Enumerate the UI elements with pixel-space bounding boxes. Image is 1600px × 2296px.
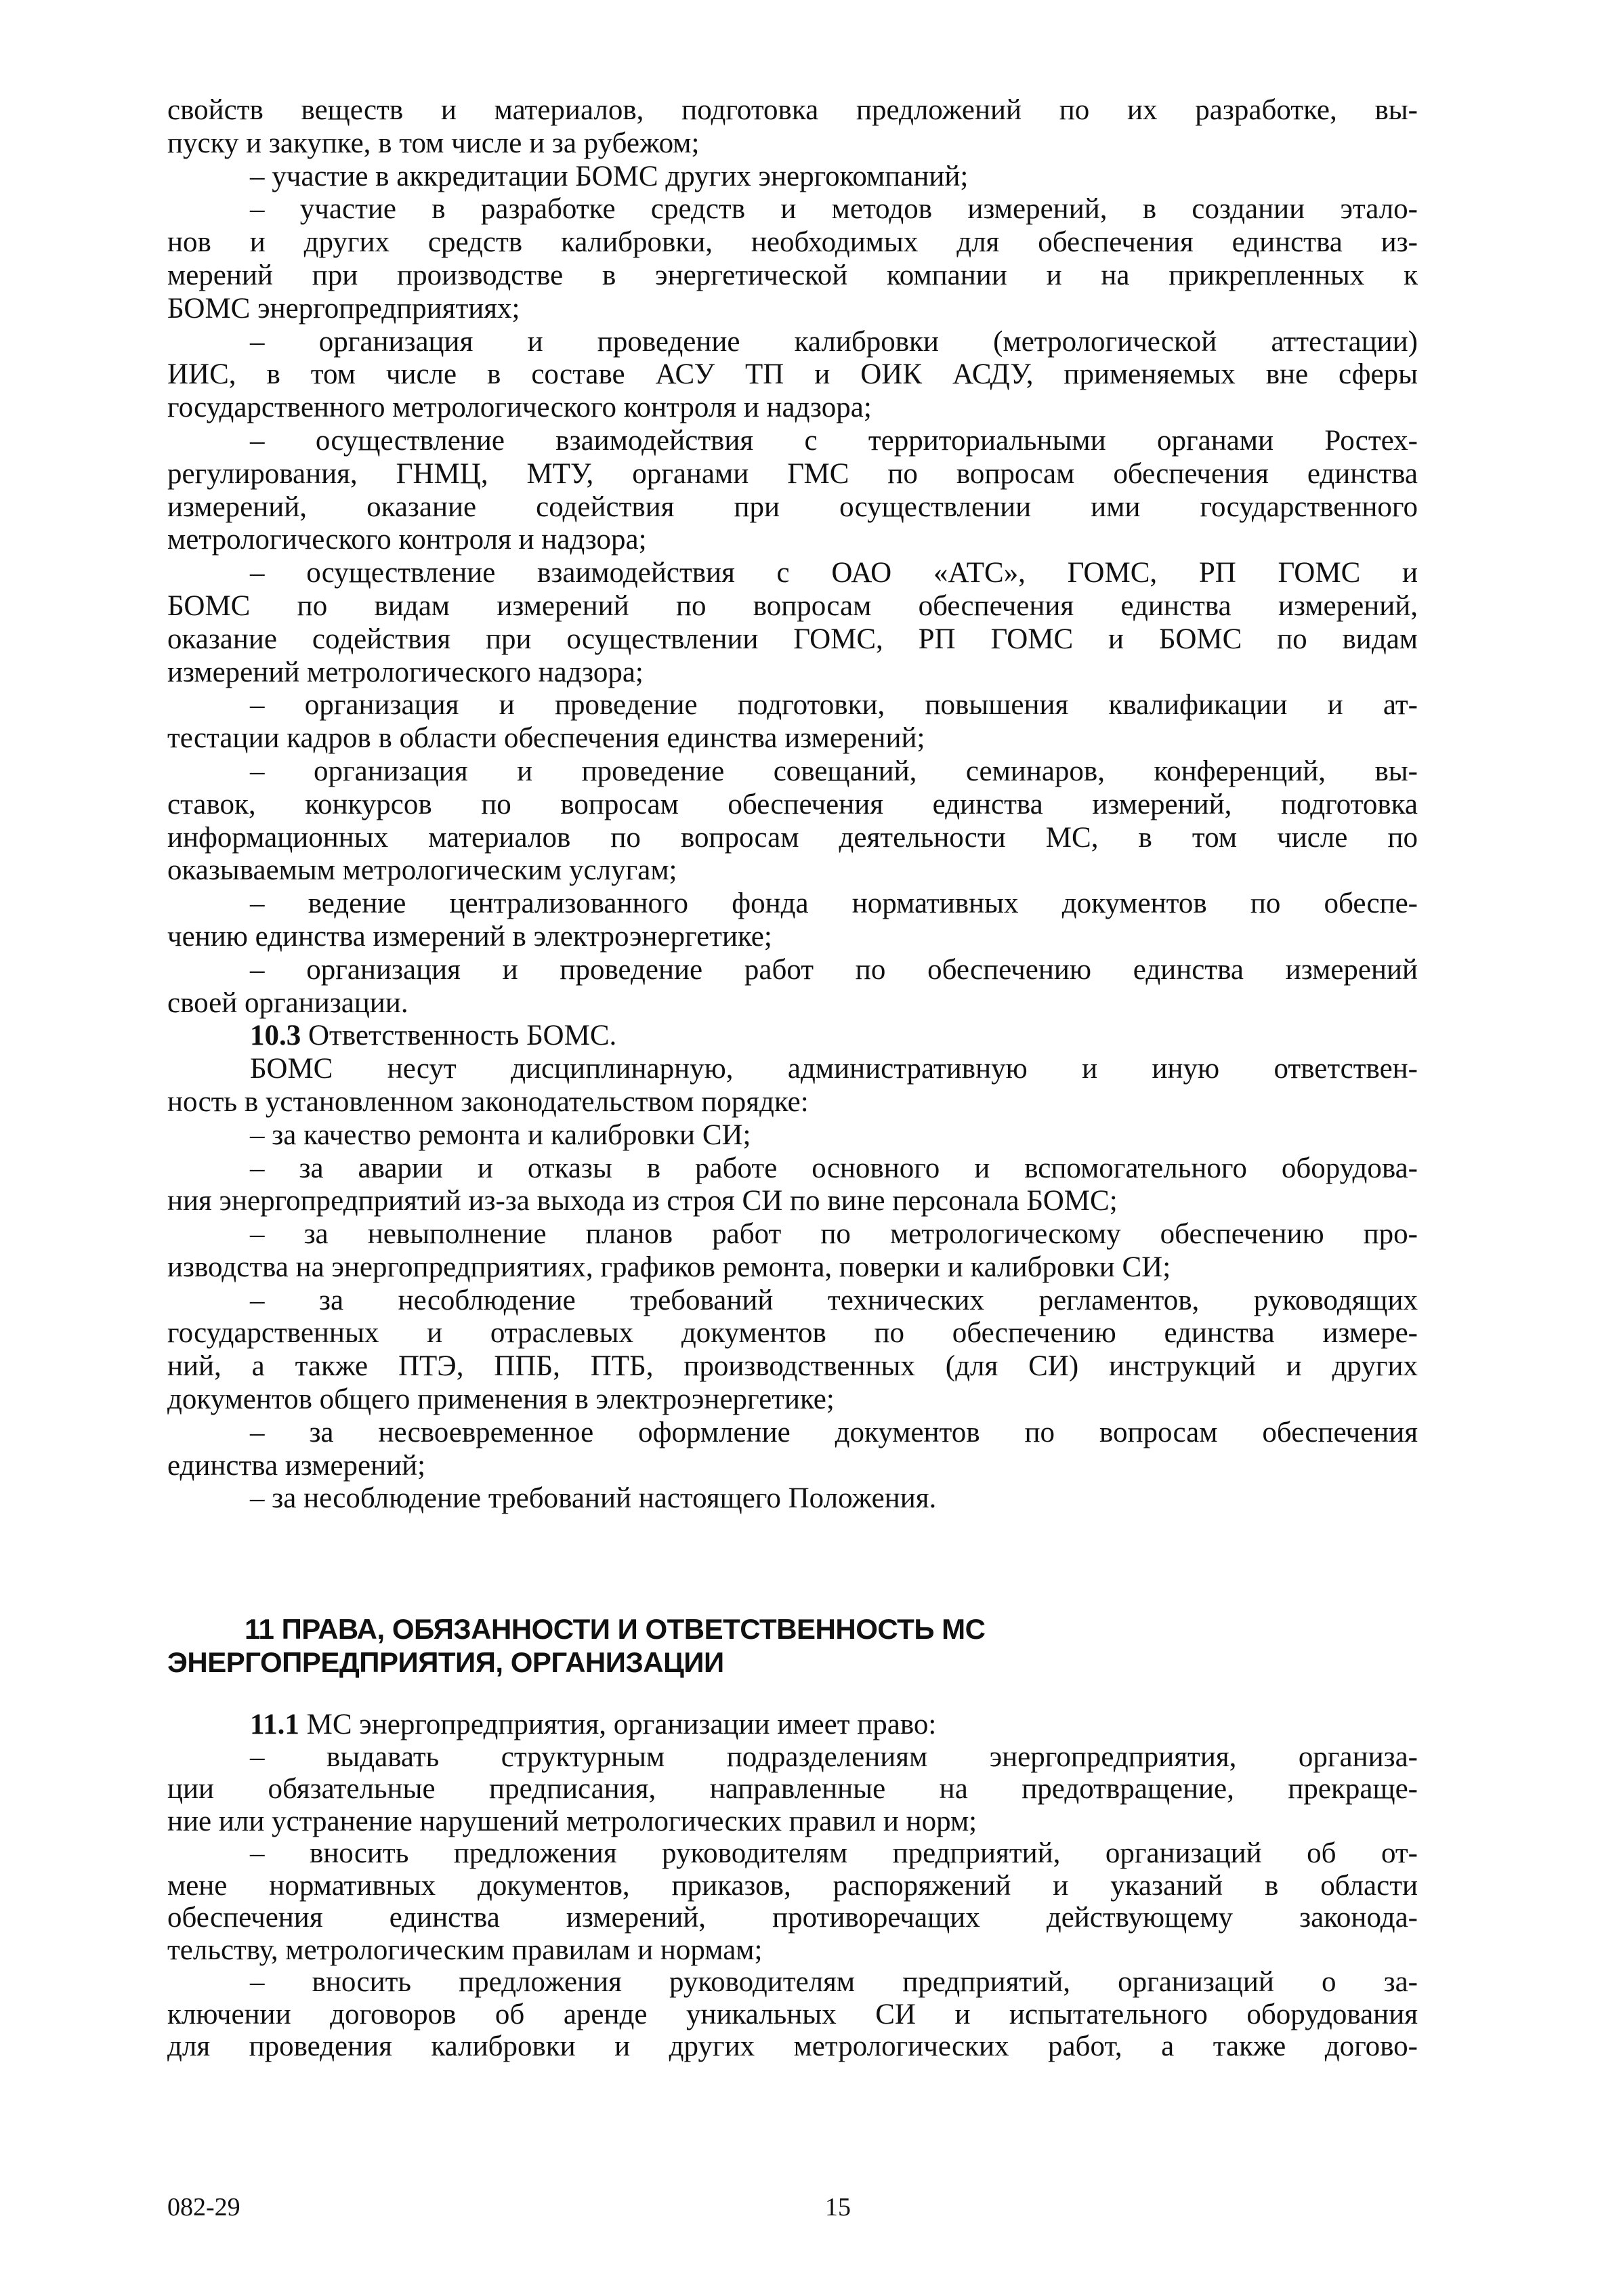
text-line: оказание содействия при осуществлении ГОМС, РП ГОМС и БОМС по видам [167, 623, 1418, 655]
text-line: – ведение централизованного фонда нормативных документов по обеспе- [250, 888, 1418, 920]
clause-number: 11.1 [250, 1709, 299, 1740]
text-line: – организация и проведение калибровки (метрологической аттестации) [250, 325, 1418, 358]
text-line: пуску и закупке, в том числе и за рубежом; [167, 127, 700, 159]
paragraph [167, 689, 1418, 755]
paragraph [167, 557, 1418, 689]
paragraph [167, 1119, 1418, 1152]
text-line: – выдавать структурным подразделениям энергопредприятия, организа- [250, 1740, 1418, 1773]
text-line: информационных материалов по вопросам деятельности МС, в том числе по [167, 821, 1418, 854]
text-line: государственных и отраслевых документов по обеспечению единства измере- [167, 1317, 1418, 1350]
body-text-section-10 [167, 94, 1418, 1516]
clause-title: МС энергопредприятия, организации имеет право: [299, 1709, 937, 1740]
text-line: – организация и проведение работ по обеспечению единства измерений [250, 953, 1418, 986]
text-line: измерений, оказание содействия при осуществлении ими государственного [167, 490, 1418, 523]
text-line: для проведения калибровки и других метрологических работ, а также догово- [167, 2030, 1418, 2062]
text-line: тельству, метрологическим правилам и нормам; [167, 1934, 763, 1966]
paragraph [167, 1218, 1418, 1285]
text-line: мене нормативных документов, приказов, распоряжений и указаний в области [167, 1869, 1418, 1902]
section-11-heading [167, 1612, 1418, 1679]
text-line: мерений при производстве в энергетической компании и на прикрепленных к [167, 259, 1418, 291]
paragraph [167, 1966, 1418, 2063]
text-line: – организация и проведение совещаний, семинаров, конференций, вы- [250, 755, 1418, 787]
text-line: ставок, конкурсов по вопросам обеспечения единства измерений, подготовка [167, 788, 1418, 820]
paragraph [167, 326, 1418, 425]
text-line: ключении договоров об аренде уникальных СИ и испытательного оборудования [167, 1998, 1418, 2030]
text-line [167, 1709, 1418, 1741]
paragraph [167, 1837, 1418, 1966]
document-code: 082-29 [167, 2193, 240, 2221]
text-line: ний, а также ПТЭ, ППБ, ПТБ, производственных (для СИ) инструкций и других [167, 1350, 1418, 1383]
text-line: – за аварии и отказы в работе основного и вспомогательного оборудова- [250, 1152, 1418, 1184]
body-text-section-11 [167, 1709, 1418, 2063]
heading-line-2: ЭНЕРГОПРЕДПРИЯТИЯ, ОРГАНИЗАЦИИ [167, 1646, 724, 1678]
paragraph [167, 1741, 1418, 1838]
text-line: свойств веществ и материалов, подготовка предложений по их разработке, вы- [167, 94, 1418, 126]
text-line: обеспечения единства измерений, противоречащих действующему законода- [167, 1902, 1418, 1934]
text-line: ИИС, в том числе в составе АСУ ТП и ОИК АСДУ, применяемых вне сферы [167, 358, 1418, 391]
paragraph [167, 94, 1418, 161]
paragraph [167, 954, 1418, 1020]
text-line: регулирования, ГНМЦ, МТУ, органами ГМС по вопросам обеспечения единства [167, 457, 1418, 490]
paragraph [167, 888, 1418, 954]
text-line: ния энергопредприятий из-за выхода из строя СИ по вине персонала БОМС; [167, 1185, 1118, 1217]
text-line: – за несоблюдение требований настоящего Положения. [250, 1482, 937, 1515]
clause-number: 10.3 [250, 1020, 301, 1052]
paragraph [167, 161, 1418, 194]
text-line: единства измерений; [167, 1449, 426, 1482]
numbered-paragraph [167, 1020, 1418, 1053]
text-line: – за несоблюдение требований технических регламентов, руководящих [250, 1284, 1418, 1316]
paragraph [167, 1285, 1418, 1417]
text-line: ции обязательные предписания, направленные на предотвращение, прекраще- [167, 1773, 1418, 1805]
text-line: измерений метрологического надзора; [167, 656, 644, 688]
page-number: 15 [825, 2193, 851, 2221]
text-line: – за невыполнение планов работ по метрологическому обеспечению про- [250, 1218, 1418, 1251]
text-line: – участие в аккредитации БОМС других энергокомпаний; [250, 160, 969, 192]
text-line: БОМС несут дисциплинарную, административную и иную ответствен- [250, 1053, 1418, 1085]
text-line: БОМС по видам измерений по вопросам обеспечения единства измерений, [167, 589, 1418, 622]
paragraph [167, 755, 1418, 888]
paragraph [167, 425, 1418, 557]
heading-line-1: 11 ПРАВА, ОБЯЗАННОСТИ И ОТВЕТСТВЕННОСТЬ МС [245, 1613, 986, 1645]
text-line: оказываемым метрологическим услугам; [167, 854, 677, 887]
text-line: чению единства измерений в электроэнергетике; [167, 920, 772, 953]
text-line: изводства на энергопредприятиях, графиков ремонта, поверки и калибровки СИ; [167, 1251, 1171, 1283]
text-line: государственного метрологического контроля и надзора; [167, 392, 872, 424]
paragraph [167, 1053, 1418, 1119]
text-line [167, 1020, 1418, 1053]
text-line: – осуществление взаимодействия с территориальными органами Ростех- [250, 424, 1418, 457]
text-line: – осуществление взаимодействия с ОАО «АТС», ГОМС, РП ГОМС и [250, 557, 1418, 589]
paragraph [167, 193, 1418, 325]
paragraph [167, 1152, 1418, 1219]
text-line: – за качество ремонта и калибровки СИ; [250, 1119, 751, 1151]
text-line: – за несвоевременное оформление документов по вопросам обеспечения [250, 1416, 1418, 1448]
text-line: своей организации. [167, 986, 408, 1019]
text-line: ние или устранение нарушений метрологических правил и норм; [167, 1805, 977, 1837]
text-line: – организация и проведение подготовки, повышения квалификации и ат- [250, 689, 1418, 722]
text-line: метрологического контроля и надзора; [167, 524, 647, 556]
text-line: тестации кадров в области обеспечения единства измерений; [167, 722, 925, 755]
text-line: документов общего применения в электроэнергетике; [167, 1383, 835, 1416]
text-line: – вносить предложения руководителям предприятий, организаций о за- [250, 1966, 1418, 1998]
paragraph [167, 1482, 1418, 1516]
numbered-paragraph [167, 1709, 1418, 1741]
text-line: БОМС энергопредприятиях; [167, 292, 520, 325]
text-line: ность в установленном законодательством порядке: [167, 1085, 809, 1118]
text-line: – вносить предложения руководителям предприятий, организаций об от- [250, 1837, 1418, 1869]
text-line: нов и других средств калибровки, необходимых для обеспечения единства из- [167, 226, 1418, 259]
text-line: – участие в разработке средств и методов измерений, в создании этало- [250, 193, 1418, 226]
paragraph [167, 1417, 1418, 1483]
clause-title: Ответственность БОМС. [301, 1020, 617, 1052]
